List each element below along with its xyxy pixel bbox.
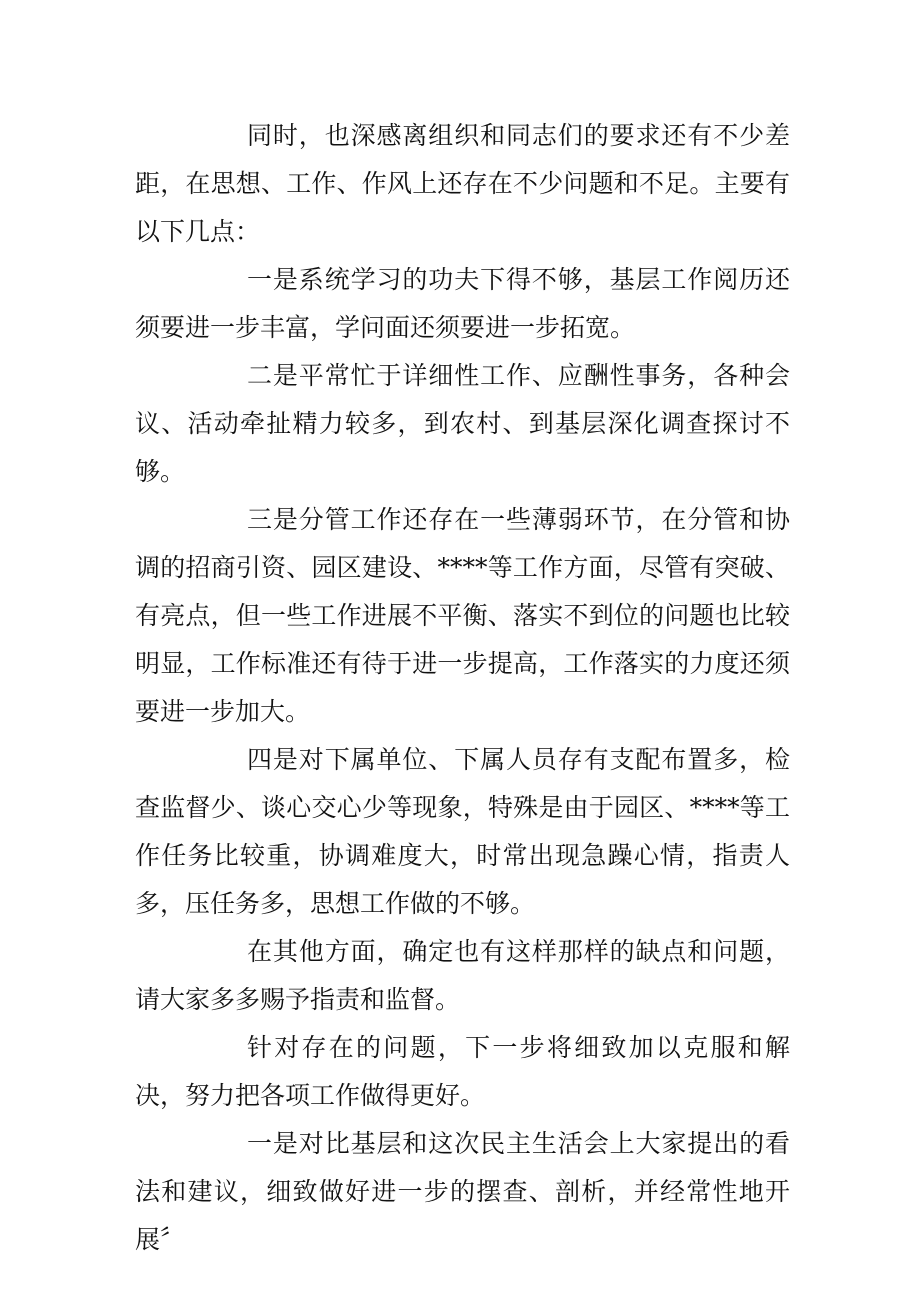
document-body [135,112,790,1264]
paragraph-point-one-study: 一是系统学习的功夫下得不够，基层工作阅历还须要进一步丰富，学问面还须要进一步拓宽。 [135,265,790,342]
paragraph-point-three-management: 三是分管工作还存在一些薄弱环节，在分管和协调的招商引资、园区建设、****等工作方面，尽管有突破、有亮点，但一些工作进展不平衡、落实不到位的问题也比较明显，工作标准还有待于进一步提高，工作落实的力度还须要进一步加大。 [135,505,790,726]
paragraph-measure-one: 一是对比基层和这次民主生活会上大家提出的看法和建议，细致做好进一步的摆查、剖析，并经常性地开展〞 [135,1129,790,1254]
paragraph-next-steps: 针对存在的问题，下一步将细致加以克服和解决，努力把各项工作做得更好。 [135,1033,790,1110]
paragraph-point-two-affairs: 二是平常忙于详细性工作、应酬性事务，各种会议、活动牵扯精力较多，到农村、到基层深化调查探讨不够。 [135,361,790,486]
paragraph-shortcomings-intro: 同时，也深感离组织和同志们的要求还有不少差距，在思想、工作、作风上还存在不少问题和不足。主要有以下几点： [135,121,790,246]
paragraph-point-four-supervision: 四是对下属单位、下属人员存有支配布置多，检查监督少、谈心交心少等现象，特殊是由于园区、****等工作任务比较重，协调难度大，时常出现急躁心情，指责人多，压任务多，思想工作做的不够。 [135,745,790,918]
paragraph-other-aspects: 在其他方面，确定也有这样那样的缺点和问题，请大家多多赐予指责和监督。 [135,937,790,1014]
